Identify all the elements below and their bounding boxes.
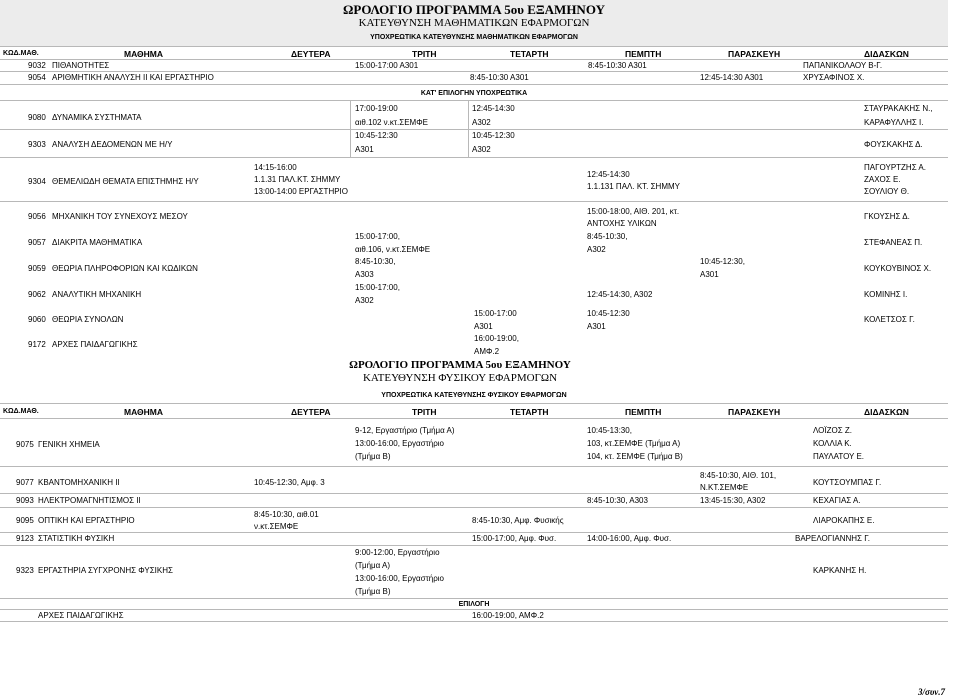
course-code: 9172 [28, 340, 46, 349]
course-name: ΘΕΜΕΛΙΩΔΗ ΘΕΜΑΤΑ ΕΠΙΣΤΗΜΗΣ Η/Υ [52, 177, 199, 186]
slot-tue: 15:00-17:00, [355, 283, 400, 292]
page-number: 3/συν.7 [918, 687, 946, 697]
slot-fri: Ν.ΚΤ.ΣΕΜΦΕ [700, 483, 749, 492]
instructor: ΣΟΥΛΙΟΥ Θ. [864, 187, 910, 196]
phys-header-mon: ΔΕΥΤΕΡΑ [291, 407, 331, 417]
course-code: 9077 [16, 478, 34, 487]
slot-thu: 14:00-16:00, Αμφ. Φυσ. [587, 534, 672, 543]
slot-thu-room: ΑΝΤΟΧΗΣ ΥΛΙΚΩΝ [587, 219, 657, 228]
slot-tue: 13:00-16:00, Εργαστήριο [355, 574, 444, 583]
slot-thu: 12:45-14:30 [587, 170, 630, 179]
course-name: ΘΕΩΡΙΑ ΠΛΗΡΟΦΟΡΙΩΝ ΚΑΙ ΚΩΔΙΚΩΝ [52, 264, 198, 273]
course-code: 9059 [28, 264, 46, 273]
course-name: ΑΡΧΕΣ ΠΑΙΔΑΓΩΓΙΚΗΣ [52, 340, 138, 349]
slot-thu-room: Α301 [587, 322, 606, 331]
phys-header-fri: ΠΑΡΑΣΚΕΥΗ [728, 407, 781, 417]
slot-tue-room: αιθ.102 ν.κτ.ΣΕΜΦΕ [355, 118, 428, 127]
slot-wed: 15:00-17:00, Αμφ. Φυσ. [472, 534, 557, 543]
math-header-tue: ΤΡΙΤΗ [412, 49, 437, 59]
course-name: ΘΕΩΡΙΑ ΣΥΝΟΛΩΝ [52, 315, 124, 324]
phys-subtitle: ΚΑΤΕΥΘΥΝΣΗ ΦΥΣΙΚΟΥ ΕΦΑΡΜΟΓΩΝ [362, 372, 558, 384]
slot-mon-room: 1.1.31 ΠΑΛ.ΚΤ. ΣΗΜΜΥ [254, 175, 341, 184]
slot-tue-room: Α301 [355, 145, 374, 154]
slot-tue: (Τμήμα Β) [355, 587, 391, 596]
slot-wed: 8:45-10:30 Α301 [470, 73, 529, 82]
slot-tue-room: Α302 [355, 296, 374, 305]
slot-tue: 15:00-17:00 Α301 [355, 61, 419, 70]
math-header-course: ΜΑΘΗΜΑ [124, 49, 163, 59]
course-name: ΟΠΤΙΚΗ ΚΑΙ ΕΡΓΑΣΤΗΡΙΟ [38, 516, 135, 525]
math-header-teach: ΔΙΔΑΣΚΩΝ [864, 49, 909, 59]
math-elective-label: ΚΑΤ' ΕΠΙΛΟΓΗΝ ΥΠΟΧΡΕΩΤΙΚΑ [420, 90, 528, 97]
instructor: ΛΙΑΡΟΚΑΠΗΣ Ε. [813, 516, 875, 525]
instructor: ΚΟΛΕΤΣΟΣ Γ. [864, 315, 915, 324]
math-subtitle: ΚΑΤΕΥΘΥΝΣΗ ΜΑΘΗΜΑΤΙΚΩΝ ΕΦΑΡΜΟΓΩΝ [358, 17, 590, 29]
instructor: ΚΟΜΙΝΗΣ Ι. [864, 290, 908, 299]
slot-thu: 10:45-13:30, [587, 426, 632, 435]
instructor: ΚΑΡΚΑΝΗΣ Η. [813, 566, 867, 575]
slot-mon: ν.κτ.ΣΕΜΦΕ [254, 522, 299, 531]
instructor: ΓΚΟΥΣΗΣ Δ. [864, 212, 910, 221]
slot-mon: 8:45-10:30, αιθ.01 [254, 510, 319, 519]
phys-header-course: ΜΑΘΗΜΑ [124, 407, 163, 417]
phys-header-code: ΚΩΔ.ΜΑΘ. [3, 408, 39, 415]
course-name: ΕΡΓΑΣΤΗΡΙΑ ΣΥΓΧΡΟΝΗΣ ΦΥΣΙΚΗΣ [38, 566, 173, 575]
course-name: ΣΤΑΤΙΣΤΙΚΗ ΦΥΣΙΚΗ [38, 534, 115, 543]
course-code: 9304 [28, 177, 46, 186]
course-code: 9057 [28, 238, 46, 247]
slot-wed-room: Α302 [472, 118, 491, 127]
course-code: 9080 [28, 113, 46, 122]
course-name: ΑΝΑΛΥΣΗ ΔΕΔΟΜΕΝΩΝ ΜΕ Η/Υ [52, 140, 173, 149]
slot-wed: 12:45-14:30 [472, 104, 515, 113]
phys-elective-label: ΕΠΙΛΟΓΗ [458, 601, 490, 608]
instructor: ΠΑΓΟΥΡΤΖΗΣ Α. [864, 163, 926, 172]
slot-fri: 8:45-10:30, ΑΙΘ. 101, [700, 471, 777, 480]
slot-thu: 104, κτ. ΣΕΜΦΕ (Τμήμα Β) [587, 452, 683, 461]
course-name: ΚΒΑΝΤΟΜΗΧΑΝΙΚΗ ΙΙ [38, 478, 120, 487]
slot-tue: 17:00-19:00 [355, 104, 398, 113]
math-header-wed: ΤΕΤΑΡΤΗ [510, 49, 549, 59]
slot-fri-room: Α301 [700, 270, 719, 279]
course-code: 9123 [16, 534, 34, 543]
instructor: ΒΑΡΕΛΟΓΙΑΝΝΗΣ Γ. [795, 534, 870, 543]
slot-tue-room: Α303 [355, 270, 374, 279]
instructor: ΛΟΪΖΟΣ Ζ. [813, 426, 853, 435]
instructor: ΚΟΥΚΟΥΒΙΝΟΣ Χ. [864, 264, 932, 273]
instructor: ΚΑΡΑΦΥΛΛΗΣ Ι. [864, 118, 924, 127]
slot-tue: 15:00-17:00, [355, 232, 400, 241]
slot-tue-room: αιθ.106, ν.κτ.ΣΕΜΦΕ [355, 245, 431, 254]
math-title: ΩΡΟΛΟΓΙΟ ΠΡΟΓΡΑΜΜΑ 5ου ΕΞΑΜΗΝΟΥ [343, 2, 605, 17]
course-name: ΑΡΙΘΜΗΤΙΚΗ ΑΝΑΛΥΣΗ ΙΙ ΚΑΙ ΕΡΓΑΣΤΗΡΙΟ [52, 73, 214, 82]
course-name: ΠΙΘΑΝΟΤΗΤΕΣ [52, 61, 110, 70]
slot-thu-room: Α302 [587, 245, 606, 254]
course-code: 9032 [28, 61, 46, 70]
slot-fri: 10:45-12:30, [700, 257, 745, 266]
slot-wed-room: ΑΜΦ.2 [474, 347, 500, 356]
slot-tue: (Τμήμα Β) [355, 452, 391, 461]
slot-tue: 9-12, Εργαστήριο (Τμήμα Α) [355, 426, 455, 435]
slot-mon: 14:15-16:00 [254, 163, 297, 172]
phys-header-thu: ΠΕΜΠΤΗ [625, 407, 662, 417]
course-name: ΑΝΑΛΥΤΙΚΗ ΜΗΧΑΝΙΚΗ [52, 290, 142, 299]
slot-thu-room: 1.1.131 ΠΑΛ. ΚΤ. ΣΗΜΜΥ [587, 182, 680, 191]
slot-thu: 12:45-14:30, Α302 [587, 290, 653, 299]
slot-wed: 15:00-17:00 [474, 309, 517, 318]
instructor: ΣΤΕΦΑΝΕΑΣ Π. [864, 238, 923, 247]
math-header-fri: ΠΑΡΑΣΚΕΥΗ [728, 49, 781, 59]
slot-mon-lab: 13:00-14:00 ΕΡΓΑΣΤΗΡΙΟ [254, 187, 348, 196]
phys-required-label: ΥΠΟΧΡΕΩΤΙΚΑ ΚΑΤΕΥΘΥΝΣΗΣ ΦΥΣΙΚΟΥ ΕΦΑΡΜΟΓΩΝ [381, 392, 567, 399]
phys-header-tue: ΤΡΙΤΗ [412, 407, 437, 417]
course-name: ΜΗΧΑΝΙΚΗ ΤΟΥ ΣΥΝΕΧΟΥΣ ΜΕΣΟΥ [52, 212, 188, 221]
slot-tue: 13:00-16:00, Εργαστήριο [355, 439, 444, 448]
instructor: ΖΑΧΟΣ Ε. [864, 175, 901, 184]
course-code: 9323 [16, 566, 34, 575]
slot-wed-room: Α302 [472, 145, 491, 154]
course-name: ΔΙΑΚΡΙΤΑ ΜΑΘΗΜΑΤΙΚΑ [52, 238, 143, 247]
instructor: ΧΡΥΣΑΦΙΝΟΣ Χ. [803, 73, 865, 82]
slot-wed: 16:00-19:00, [474, 334, 519, 343]
slot-fri: 12:45-14:30 Α301 [700, 73, 764, 82]
slot-thu: 103, κτ.ΣΕΜΦΕ (Τμήμα Α) [587, 439, 681, 448]
course-code: 9093 [16, 496, 34, 505]
course-code: 9303 [28, 140, 46, 149]
slot-wed: 16:00-19:00, ΑΜΦ.2 [472, 611, 544, 620]
slot-tue: 8:45-10:30, [355, 257, 396, 266]
course-code: 9054 [28, 73, 46, 82]
course-name: ΔΥΝΑΜΙΚΑ ΣΥΣΤΗΜΑΤΑ [52, 113, 142, 122]
slot-thu: 8:45-10:30, Α303 [587, 496, 648, 505]
phys-title: ΩΡΟΛΟΓΙΟ ΠΡΟΓΡΑΜΜΑ 5ου ΕΞΑΜΗΝΟΥ [349, 359, 571, 371]
slot-mon: 10:45-12:30, Αμφ. 3 [254, 478, 325, 487]
slot-tue: 10:45-12:30 [355, 131, 398, 140]
slot-fri: 13:45-15:30, Α302 [700, 496, 766, 505]
math-header-thu: ΠΕΜΠΤΗ [625, 49, 662, 59]
instructor: ΦΟΥΣΚΑΚΗΣ Δ. [864, 140, 923, 149]
course-code: 9075 [16, 440, 34, 449]
instructor: ΠΑΠΑΝΙΚΟΛΑΟΥ Β-Γ. [803, 61, 883, 70]
slot-wed-room: Α301 [474, 322, 493, 331]
slot-thu: 8:45-10:30, [587, 232, 628, 241]
instructor: ΠΑΥΛΑΤΟΥ Ε. [813, 452, 865, 461]
slot-tue: (Τμήμα Α) [355, 561, 391, 570]
instructor: ΚΟΛΛΙΑ Κ. [813, 439, 852, 448]
slot-wed: 8:45-10:30, Αμφ. Φυσικής [472, 516, 564, 525]
phys-header-wed: ΤΕΤΑΡΤΗ [510, 407, 549, 417]
course-code: 9060 [28, 315, 46, 324]
instructor: ΣΤΑΥΡΑΚΑΚΗΣ Ν., [864, 104, 933, 113]
slot-thu: 8:45-10:30 Α301 [588, 61, 647, 70]
slot-tue: 9:00-12:00, Εργαστήριο [355, 548, 440, 557]
course-code: 9095 [16, 516, 34, 525]
course-name: ΗΛΕΚΤΡΟΜΑΓΝΗΤΙΣΜΟΣ ΙΙ [38, 496, 141, 505]
course-name: ΑΡΧΕΣ ΠΑΙΔΑΓΩΓΙΚΗΣ [38, 611, 124, 620]
math-header-code: ΚΩΔ.ΜΑΘ. [3, 50, 39, 57]
course-name: ΓΕΝΙΚΗ ΧΗΜΕΙΑ [38, 440, 100, 449]
course-code: 9056 [28, 212, 46, 221]
math-required-label: ΥΠΟΧΡΕΩΤΙΚΑ ΚΑΤΕΥΘΥΝΣΗΣ ΜΑΘΗΜΑΤΙΚΩΝ ΕΦΑΡΜΟΓΩΝ [370, 34, 578, 41]
slot-wed: 10:45-12:30 [472, 131, 515, 140]
course-code: 9062 [28, 290, 46, 299]
math-header-mon: ΔΕΥΤΕΡΑ [291, 49, 331, 59]
slot-thu: 15:00-18:00, ΑΙΘ. 201, κτ. [587, 207, 680, 216]
phys-header-teach: ΔΙΔΑΣΚΩΝ [864, 407, 909, 417]
slot-thu: 10:45-12:30 [587, 309, 630, 318]
instructor: ΚΕΧΑΓΙΑΣ Α. [813, 496, 861, 505]
instructor: ΚΟΥΤΣΟΥΜΠΑΣ Γ. [813, 478, 882, 487]
